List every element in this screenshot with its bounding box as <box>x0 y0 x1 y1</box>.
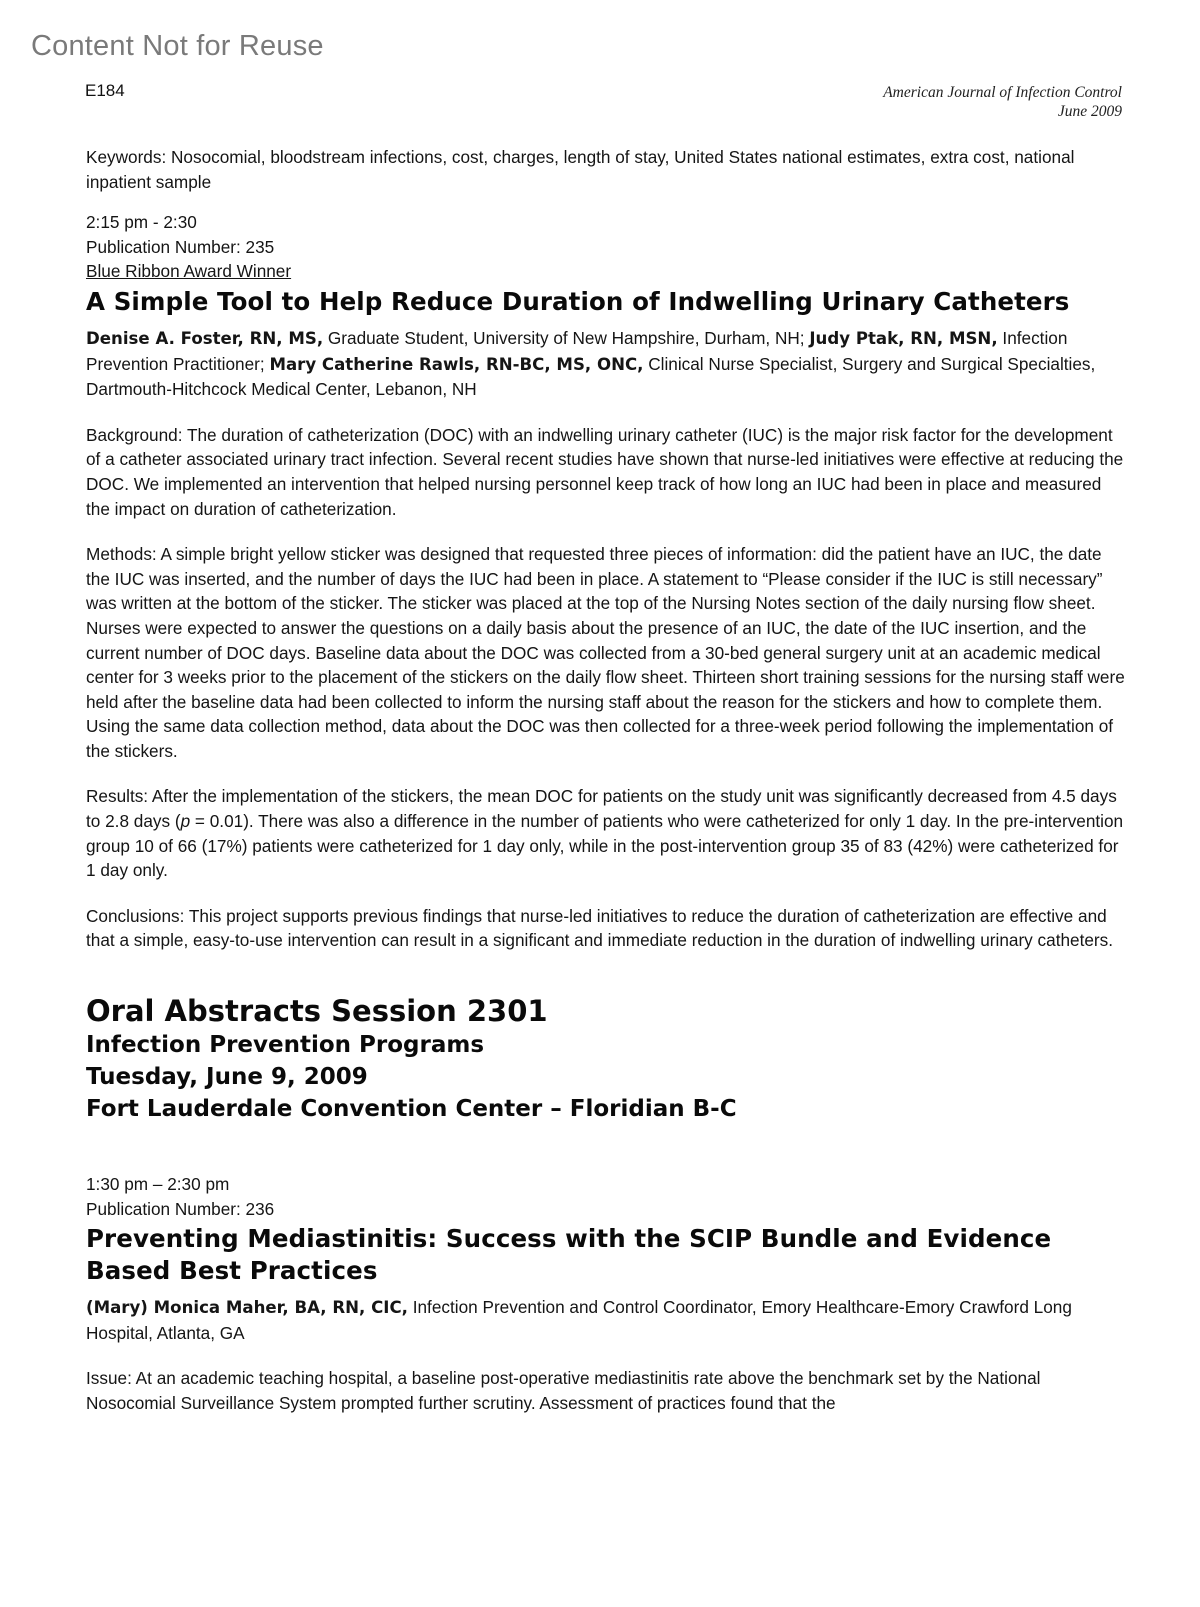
author-affiliation: Infection Prevention and Control Coordinator, Emory Healthcare-Emory Crawford Long Hospital, Atlanta, GA <box>86 1297 1072 1343</box>
abstract-235 <box>86 210 1128 953</box>
author-name: Mary Catherine Rawls, RN-BC, MS, ONC, <box>269 354 644 374</box>
author-affiliation: Infection Prevention Practitioner; <box>86 327 1068 374</box>
author-list <box>86 1295 1128 1345</box>
results-text: Results: After the implementation of the stickers, the mean DOC for patients on the study unit was significantly decreased from 4.5 days to 2.8 days ( <box>86 786 1117 832</box>
session-date: Tuesday, June 9, 2009 <box>86 1064 368 1091</box>
journal-name: American Journal of Infection Control <box>883 84 1122 101</box>
abstract-time: 2:15 pm - 2:30 <box>86 212 197 233</box>
author-name: Judy Ptak, RN, MSN, <box>809 328 998 348</box>
session-title: Oral Abstracts Session 2301 <box>86 994 548 1029</box>
abstract-title: Preventing Mediastinitis: Success with the SCIP Bundle and Evidence Based Best Practices <box>86 1224 1052 1286</box>
author-name: (Mary) Monica Maher, BA, RN, CIC, <box>86 1298 408 1318</box>
session-header <box>86 993 1128 1125</box>
author-list <box>86 326 1128 402</box>
issue-paragraph: Issue: At an academic teaching hospital, a baseline post-operative mediastinitis rate above the benchmark set by the National Nosocomial Surveillance System prompted further scrutiny. Assessment of practices found that the <box>86 1368 1041 1413</box>
publication-number: Publication Number: 236 <box>86 1198 275 1219</box>
abstract-time: 1:30 pm – 2:30 pm <box>86 1174 230 1195</box>
article-body <box>86 145 1128 1416</box>
p-value-symbol: p <box>180 811 191 832</box>
results-text: = 0.01). There was also a difference in the number of patients who were catheterized for only 1 day. In the pre-intervention group 10 of 66 (17%) patients were catheterized for 1 day only, while in the post-intervention group 35 of 83 (42%) were catheterized for 1 day only. <box>86 811 1124 881</box>
issue-date: June 2009 <box>1057 103 1122 120</box>
page-number: E184 <box>85 81 125 100</box>
author-name: Denise A. Foster, RN, MS, <box>86 328 324 348</box>
author-affiliation: Graduate Student, University of New Hampshire, Durham, NH; <box>323 327 810 348</box>
publication-number: Publication Number: 235 <box>86 236 275 257</box>
background-paragraph: Background: The duration of catheterization (DOC) with an indwelling urinary catheter (IUC) is the major risk factor for the development of a catheter associated urinary tract infection. Several recent studies have shown that nurse-led initiatives were effective at reducing the DOC. We implemented an intervention that helped nursing personnel keep track of how long an IUC had been in place and measured the impact on duration of catheterization. <box>86 424 1124 519</box>
keywords: Keywords: Nosocomial, bloodstream infections, cost, charges, length of stay, United States national estimates, extra cost, national inpatient sample <box>86 147 1075 192</box>
results-paragraph <box>86 784 1128 882</box>
watermark: Content Not for Reuse <box>31 30 324 62</box>
methods-paragraph: Methods: A simple bright yellow sticker was designed that requested three pieces of information: did the patient have an IUC, the date the IUC was inserted, and the number of days the IUC had been in place. A statement to “Please consider if the IUC is still necessary” was written at the bottom of the sticker. The sticker was placed at the top of the Nursing Notes section of the daily nursing flow sheet. Nurses were expected to answer the questions on a daily basis about the presence of an IUC, the date of the IUC insertion, and the current number of DOC days. Baseline data about the DOC was collected from a 30-bed general surgery unit at an academic medical center for 3 weeks prior to the placement of the stickers on the daily flow sheet. Thirteen short training sessions for the nursing staff were held after the baseline data had been collected to inform the nursing staff about the reason for the stickers and how to complete them. Using the same data collection method, data about the DOC was then collected for a three-week period following the implementation of the stickers. <box>86 544 1125 761</box>
journal-header <box>883 83 1122 121</box>
abstract-236 <box>86 1172 1128 1416</box>
session-topic: Infection Prevention Programs <box>86 1032 485 1059</box>
award-text: Blue Ribbon Award Winner <box>86 261 292 282</box>
award-label <box>86 259 1128 284</box>
session-location: Fort Lauderdale Convention Center – Floridian B-C <box>86 1096 737 1123</box>
author-affiliation: Clinical Nurse Specialist, Surgery and Surgical Specialties, Dartmouth-Hitchcock Medical Center, Lebanon, NH <box>86 353 1096 400</box>
conclusions-paragraph: Conclusions: This project supports previous findings that nurse-led initiatives to reduce the duration of catheterization are effective and that a simple, easy-to-use intervention can result in a significant and immediate reduction in the duration of indwelling urinary catheters. <box>86 905 1114 951</box>
abstract-title: A Simple Tool to Help Reduce Duration of Indwelling Urinary Catheters <box>86 286 1070 316</box>
